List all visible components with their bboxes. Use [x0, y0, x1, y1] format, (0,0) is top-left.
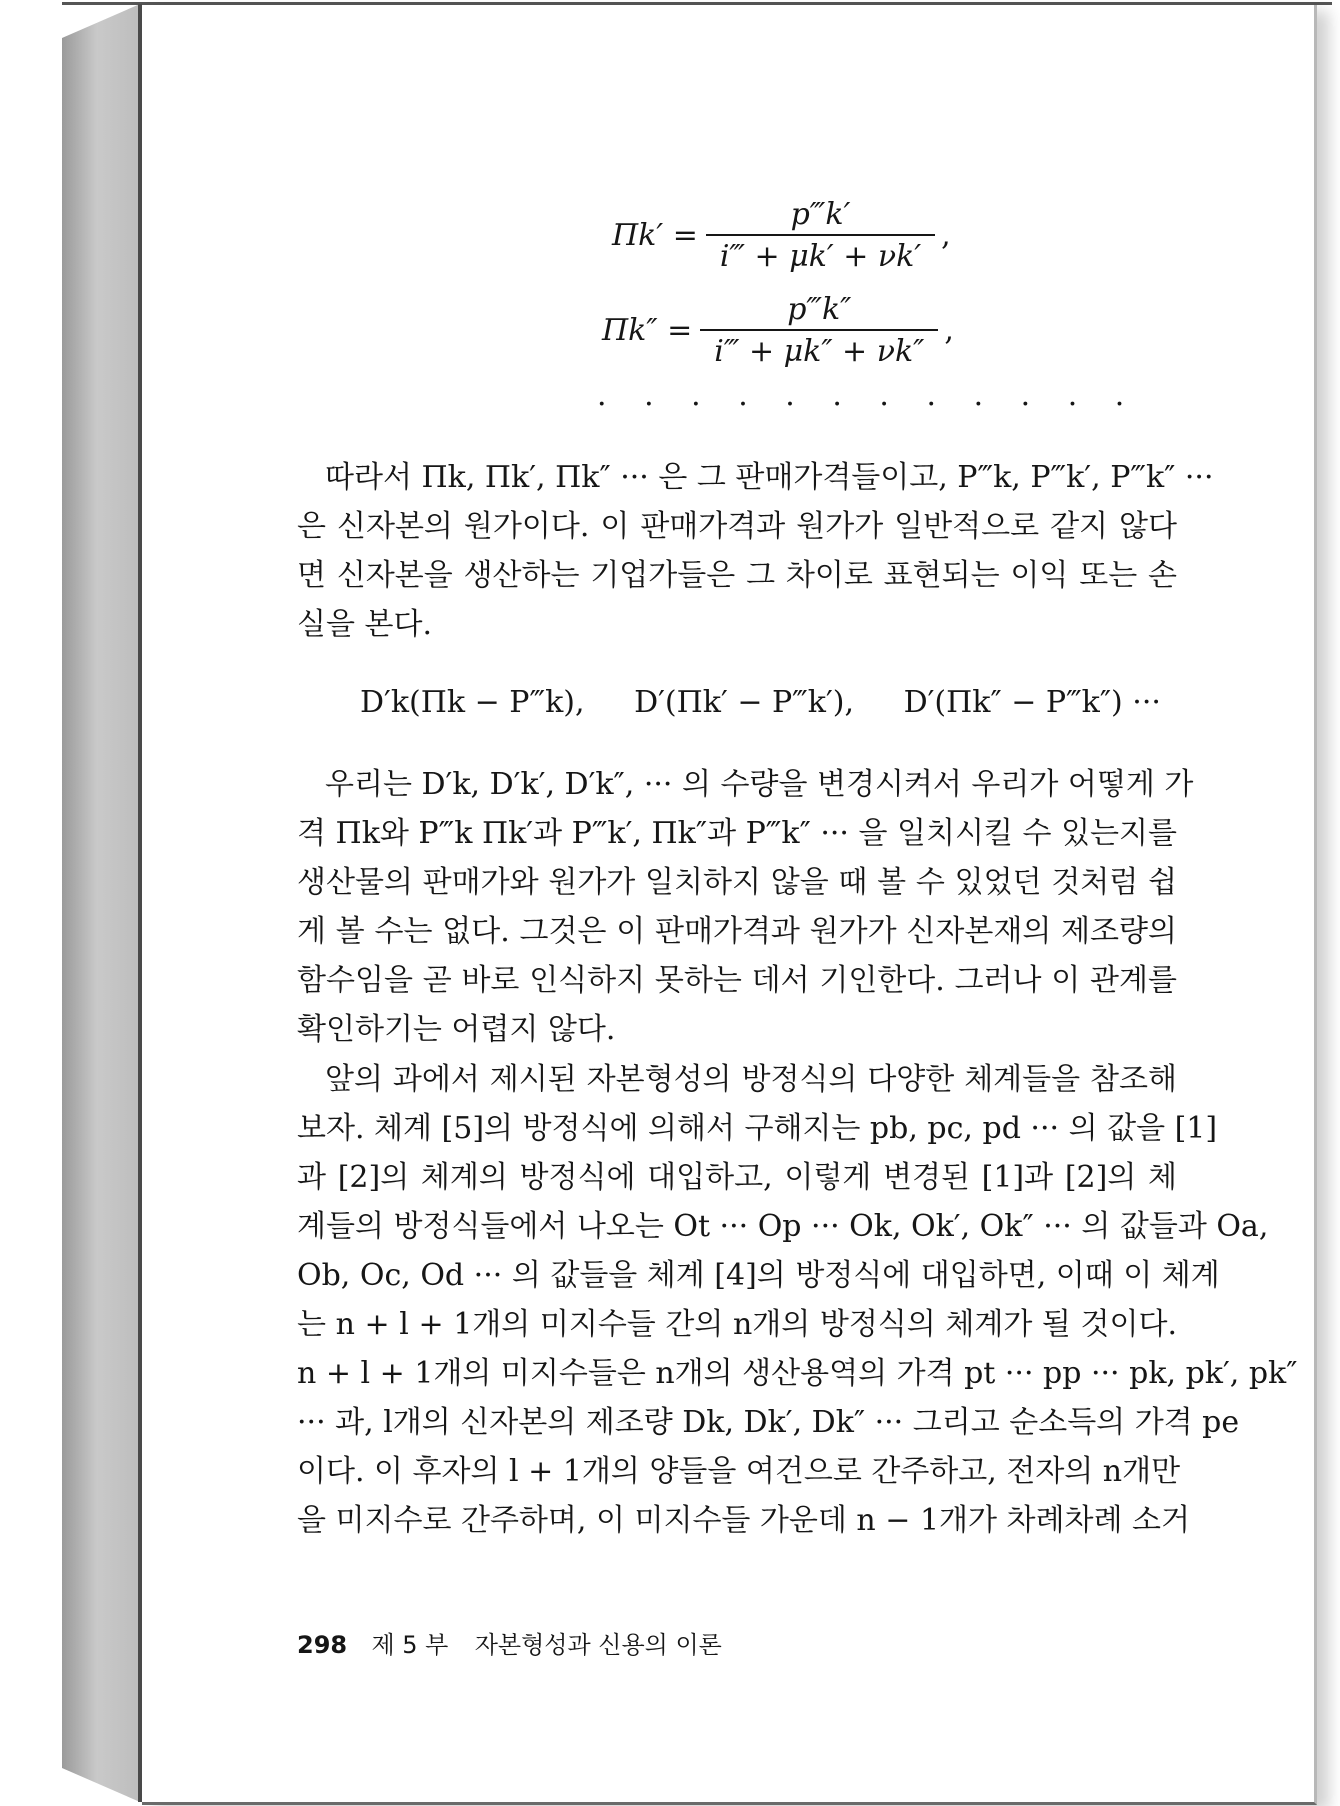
display-equation-term: D′(Πk″ − P‴k″) ···: [903, 685, 1161, 720]
book-page: [142, 5, 1317, 1805]
text-line: 함수임을 곧 바로 인식하지 못하는 데서 기인한다. 그러나 이 관계를: [297, 963, 1177, 998]
text-line: 이다. 이 후자의 l + 1개의 양들을 여건으로 간주하고, 전자의 n개만: [297, 1454, 1181, 1489]
equation-pi-k-double-prime: [602, 292, 954, 369]
equation-trail: ,: [944, 313, 954, 348]
text-line: 격 Πk와 P‴k Πk′과 P‴k′, Πk″과 P‴k″ ··· 을 일치시킬 수 있는지를: [297, 816, 1177, 851]
text-line: 실을 본다.: [297, 607, 432, 642]
equation-lhs: Πk″ =: [602, 313, 693, 348]
text-line: 보자. 체계 [5]의 방정식에 의해서 구해지는 pb, pc, pd ··· 의 값을 [1]: [297, 1111, 1218, 1146]
text-line: n + l + 1개의 미지수들은 n개의 생산용역의 가격 pt ··· pp ··· pk, pk′, pk″: [297, 1356, 1298, 1391]
page-number: 298: [297, 1631, 348, 1659]
equation-denominator: i‴ + μk″ + νk″: [700, 329, 938, 367]
equation-pi-k-prime: [612, 197, 951, 274]
text-line: Ob, Oc, Od ··· 의 값들을 체계 [4]의 방정식에 대입하면, 이때 이 체계: [297, 1258, 1220, 1293]
paragraph-3: [297, 1055, 1298, 1545]
running-title: 자본형성과 신용의 이론: [474, 1631, 722, 1659]
text-line: 게 볼 수는 없다. 그것은 이 판매가격과 원가가 신자본재의 제조량의: [297, 914, 1177, 949]
equation-fraction: [700, 292, 938, 369]
text-line: 은 신자본의 원가이다. 이 판매가격과 원가가 일반적으로 같지 않다: [297, 509, 1177, 544]
text-line: 확인하기는 어렵지 않다.: [297, 1012, 616, 1047]
part-label: 제 5 부: [371, 1631, 449, 1659]
equation-numerator: p‴k″: [787, 292, 852, 327]
paragraph-2: [297, 760, 1194, 1054]
equation-trail: ,: [941, 218, 951, 253]
text-line: 생산물의 판매가와 원가가 일치하지 않을 때 볼 수 있었던 것처럼 쉽: [297, 865, 1177, 900]
page-footer: [297, 1625, 722, 1660]
book-spine: [62, 4, 140, 1802]
ellipsis-row: · · · · · · · · · · · ·: [597, 387, 1139, 422]
paragraph-1: [297, 453, 1214, 649]
display-equation-term: D′(Πk′ − P‴k′),: [634, 685, 855, 720]
text-line: 면 신자본을 생산하는 기업가들은 그 차이로 표현되는 이익 또는 손: [297, 558, 1177, 593]
text-line: 계들의 방정식들에서 나오는 Ot ··· Op ··· Ok, Ok′, Ok″ ··· 의 값들과 Oa,: [297, 1209, 1269, 1244]
equation-denominator: i‴ + μk′ + νk′: [706, 234, 935, 272]
equation-lhs: Πk′ =: [612, 218, 698, 253]
text-line: 따라서 Πk, Πk′, Πk″ ··· 은 그 판매가격들이고, P‴k, P‴k′, P‴k″ ···: [325, 460, 1214, 495]
text-line: 앞의 과에서 제시된 자본형성의 방정식의 다양한 체계들을 참조해: [325, 1062, 1177, 1097]
text-line: 우리는 D′k, D′k′, D′k″, ··· 의 수량을 변경시켜서 우리가 어떻게 가: [325, 767, 1194, 802]
text-line: 과 [2]의 체계의 방정식에 대입하고, 이렇게 변경된 [1]과 [2]의 체: [297, 1160, 1177, 1195]
display-equation: [360, 685, 1161, 720]
text-line: 는 n + l + 1개의 미지수들 간의 n개의 방정식의 체계가 될 것이다.: [297, 1307, 1177, 1342]
display-equation-term: D′k(Πk − P‴k),: [360, 685, 585, 720]
equation-numerator: p‴k′: [790, 197, 851, 232]
equation-fraction: [706, 197, 935, 274]
text-line: ··· 과, l개의 신자본의 제조량 Dk, Dk′, Dk″ ··· 그리고 순소득의 가격 pe: [297, 1405, 1240, 1440]
text-line: 을 미지수로 간주하며, 이 미지수들 가운데 n − 1개가 차례차례 소거: [297, 1503, 1190, 1538]
